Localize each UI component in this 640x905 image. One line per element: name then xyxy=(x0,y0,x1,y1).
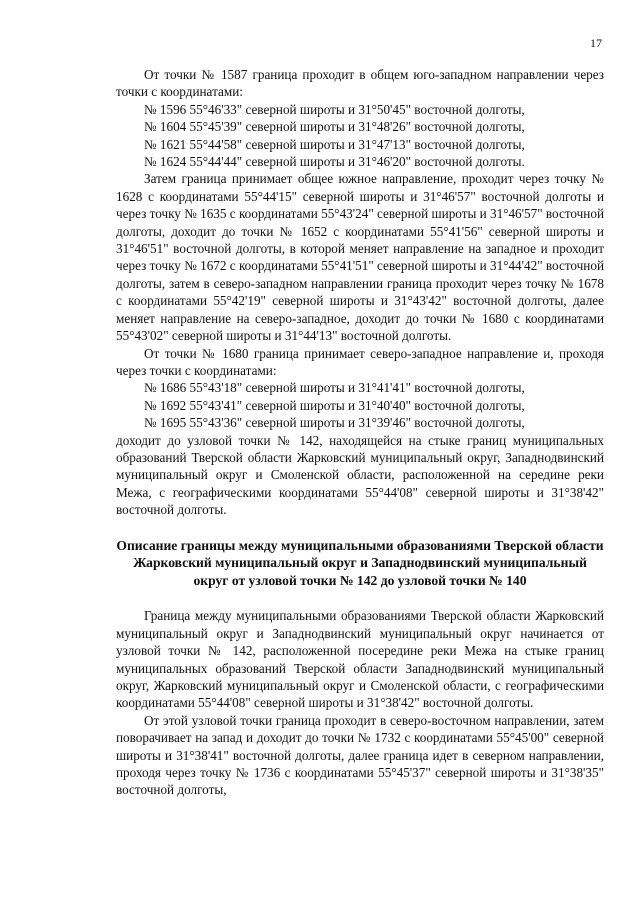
coordinate-item: № 1596 55°46'33" северной широты и 31°50'45" восточной долготы, xyxy=(144,101,525,117)
document-body xyxy=(116,66,604,799)
coordinate-item: № 1686 55°43'18" северной широты и 31°41'41" восточной долготы, xyxy=(144,380,525,396)
section1-paragraph-3: От точки № 1680 граница принимает северо-западное направление и, проходя через точки с координатами: xyxy=(116,345,604,378)
coordinate-list-2 xyxy=(116,379,604,431)
section2-paragraph-2: От этой узловой точки граница проходит в северо-восточном направлении, затем поворачивает на запад и доходит до точки № 1732 с координатами 55°45'00" северной широты и 31°38'41" восточной долготы, далее граница идет в северном направлении, проходя через точку № 1736 с координатами 55°45'37" северной широты и 31°38'35" восточной долготы, xyxy=(116,712,604,798)
page-number: 17 xyxy=(590,36,602,50)
coordinate-item: № 1604 55°45'39" северной широты и 31°48'26" восточной долготы, xyxy=(144,119,525,135)
coordinate-item: № 1621 55°44'58" северной широты и 31°47'13" восточной долготы, xyxy=(144,136,525,152)
section2-paragraph-1: Граница между муниципальными образованиями Тверской области Жарковский муниципальный округ и Западнодвинский муниципальный округ начинается от узловой точки № 142, расположенной посередине реки Межа на стыке границ муниципальных образований Тверской области Западнодвинский муниципальный округ, Жарковский муниципальный округ и Смоленской области, с географическими координатами 55°44'08" северной широты и 31°38'42" восточной долготы. xyxy=(116,608,604,711)
coordinate-item: № 1624 55°44'44" северной широты и 31°46'20" восточной долготы. xyxy=(144,154,525,170)
coordinate-item: № 1695 55°43'36" северной широты и 31°39'46" восточной долготы, xyxy=(144,415,525,431)
section1-conclusion: доходит до узловой точки № 142, находящейся на стыке границ муниципальных образований Тверской области Жарковский муниципальный округ, Западнодвинский муниципальный округ и Смоленской области, расположенной на середине реки Межа, с географическими координатами 55°44'08" северной широты и 31°38'42" восточной долготы. xyxy=(116,432,604,518)
coordinate-item: № 1692 55°43'41" северной широты и 31°40'40" восточной долготы, xyxy=(144,397,525,413)
coordinate-list-1 xyxy=(116,101,604,171)
section1-intro: От точки № 1587 граница проходит в общем юго-западном направлении через точки с координатами: xyxy=(116,67,604,100)
section1-paragraph-2: Затем граница принимает общее южное направление, проходит через точку № 1628 с координатами 55°44'15" северной широты и 31°46'57" восточной долготы и через точку № 1635 с координатами 55°43'24" северной широты и 31°46'57" восточной долготы, доходит до точки № 1652 с координатами 55°41'56" северной широты и 31°46'51" восточной долготы, в которой меняет направление на западное и проходит через точку № 1672 с координатами 55°41'51" северной широты и 31°44'42" восточной долготы, затем в северо-западном направлении граница проходит через точку № 1678 с координатами 55°42'19" северной широты и 31°43'42" восточной долготы, далее меняет направление на северо-западное, доходит до точки № 1680 с координатами 55°43'02" северной широты и 31°44'13" восточной долготы. xyxy=(116,171,604,344)
section2-heading: Описание границы между муниципальными образованиями Тверской области Жарковский муниципальный округ и Западнодвинский муниципальный округ от узловой точки № 142 до узловой точки № 140 xyxy=(116,537,604,588)
